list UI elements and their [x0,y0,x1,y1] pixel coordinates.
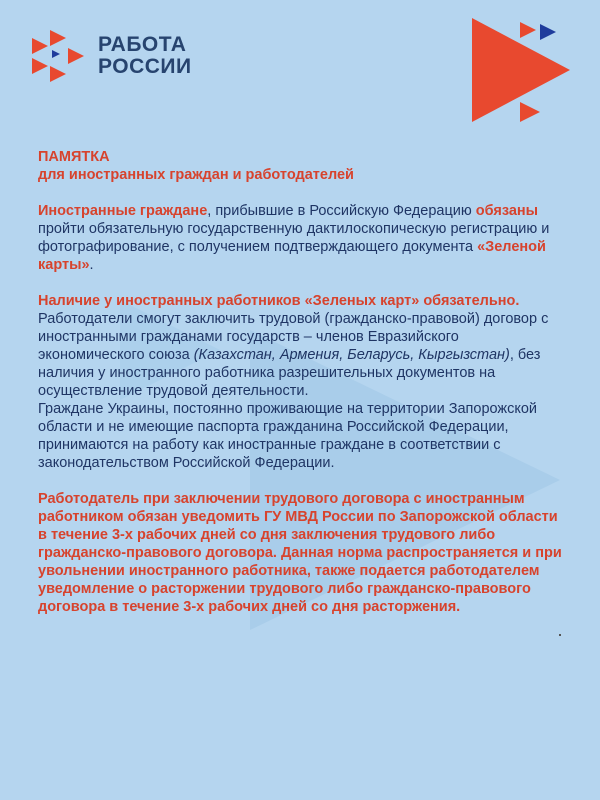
lead-foreign-citizens: Иностранные граждане [38,203,208,219]
logo-line-2: РОССИИ [98,55,192,78]
corner-triangles-decoration [460,0,600,135]
paragraph-ukraine-citizens: Граждане Украины, постоянно проживающие на территории Запорожской области и не имеющие паспорта гражданина Российской Федерации, принимаются на работу как иностранные граждане в соответствии с законодательством Российской Федерации. [38,401,538,471]
rabota-rossii-logo [30,30,192,82]
memo-subtitle: для иностранных граждан и работодателей [38,167,354,183]
logo-line-1: РАБОТА [98,33,187,56]
paragraph-foreign-citizens: Иностранные граждане, прибывшие в Российскую Федерацию обязаны пройти обязательную государственную дактилоскопическую регистрацию и фотографирование, с получением подтверждающего документа «Зеленой карты». [38,203,550,273]
paragraph-employers: Работодатели смогут заключить трудовой (гражданско-правовой) договор с иностранными гражданами государств – членов Евразийского экономического союза (Казахстан, Армения, Беларусь, Кыргызстан), без наличия у иностранного работника разрешительных документов на осуществление трудовой деятельности. [38,311,549,399]
eaeu-countries: (Казахстан, Армения, Беларусь, Кыргызстан) [193,347,510,363]
paragraph-employer-notice: Работодатель при заключении трудового договора с иностранным работником обязан уведомить ГУ МВД России по Запорожской области в течение 3-х рабочих дней со дня заключения трудового либо гражданско-правового договора. Данная норма распространяется и при увольнении иностранного работника, также подается работодателем уведомление о расторжении трудового либо гражданско-правового договора в течение 3-х рабочих дней со дня расторжения. [38,491,562,615]
logo-mark-icon [30,30,88,82]
green-card-heading: Наличие у иностранных работников «Зеленых карт» обязательно. [38,293,520,309]
obligated-word: обязаны [475,203,539,219]
memo-title: ПАМЯТКА [38,149,110,165]
green-card-term: «Зеленой карты» [38,239,546,273]
memo-content [38,148,568,616]
stray-dot [559,634,561,636]
